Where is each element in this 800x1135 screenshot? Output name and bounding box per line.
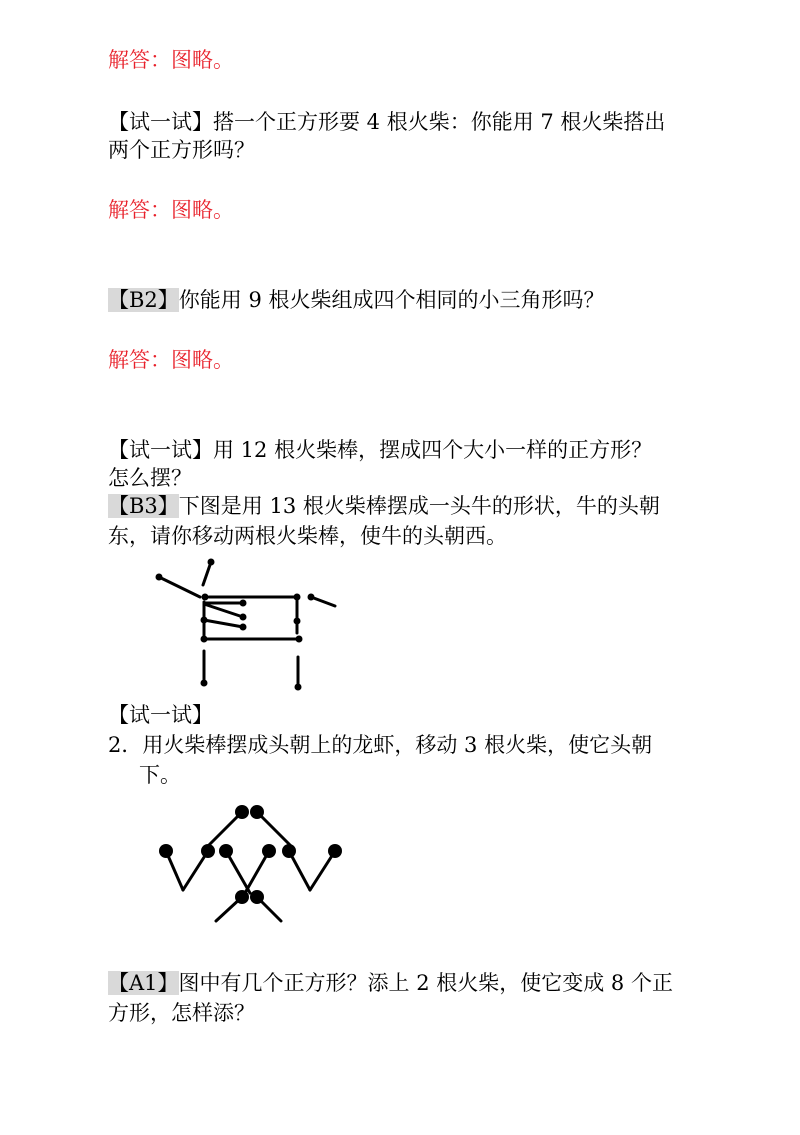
question-tag-b2: 【B2】 [108, 288, 179, 312]
question-text: 搭一个正方形要 4 根火柴：你能用 7 根火柴搭出 [213, 110, 666, 134]
matchstick-shrimp-figure [150, 795, 350, 930]
question-text: 用火柴棒摆成头朝上的龙虾，移动 3 根火柴，使它头朝 [142, 733, 653, 757]
question-tag-b3: 【B3】 [108, 494, 179, 518]
try-tag-3: 【试一试】 [108, 703, 213, 727]
answer-1: 解答：图略。 [108, 48, 234, 72]
question-try-2-line-1 [108, 436, 652, 464]
question-number: 2． [108, 733, 143, 757]
question-tag-a1: 【A1】 [108, 971, 179, 995]
answer-2: 解答：图略。 [108, 198, 234, 222]
matchstick-cow-figure [145, 555, 345, 695]
question-try-3-line-2: 下。 [139, 763, 181, 787]
question-try-1-line-2: 两个正方形吗？ [108, 138, 255, 162]
question-a1-line-1 [108, 969, 673, 997]
question-b2 [108, 286, 605, 314]
question-try-2-line-2: 怎么摆？ [108, 466, 192, 490]
question-text: 下图是用 13 根火柴棒摆成一头牛的形状，牛的头朝 [178, 494, 660, 518]
question-text: 图中有几个正方形？添上 2 根火柴，使它变成 8 个正 [178, 971, 673, 995]
question-try-3-line-1 [108, 731, 652, 759]
question-text: 你能用 9 根火柴组成四个相同的小三角形吗？ [178, 288, 605, 312]
question-b3-line-2: 东，请你移动两根火柴棒，使牛的头朝西。 [108, 524, 507, 548]
question-b3-line-1 [108, 492, 660, 520]
question-try-1-line-1 [108, 108, 665, 136]
try-tag: 【试一试】 [108, 110, 213, 134]
try-tag: 【试一试】 [108, 438, 213, 462]
question-text: 用 12 根火柴棒，摆成四个大小一样的正方形？ [213, 438, 653, 462]
answer-3: 解答：图略。 [108, 348, 234, 372]
question-a1-line-2: 方形，怎样添？ [108, 1001, 255, 1025]
